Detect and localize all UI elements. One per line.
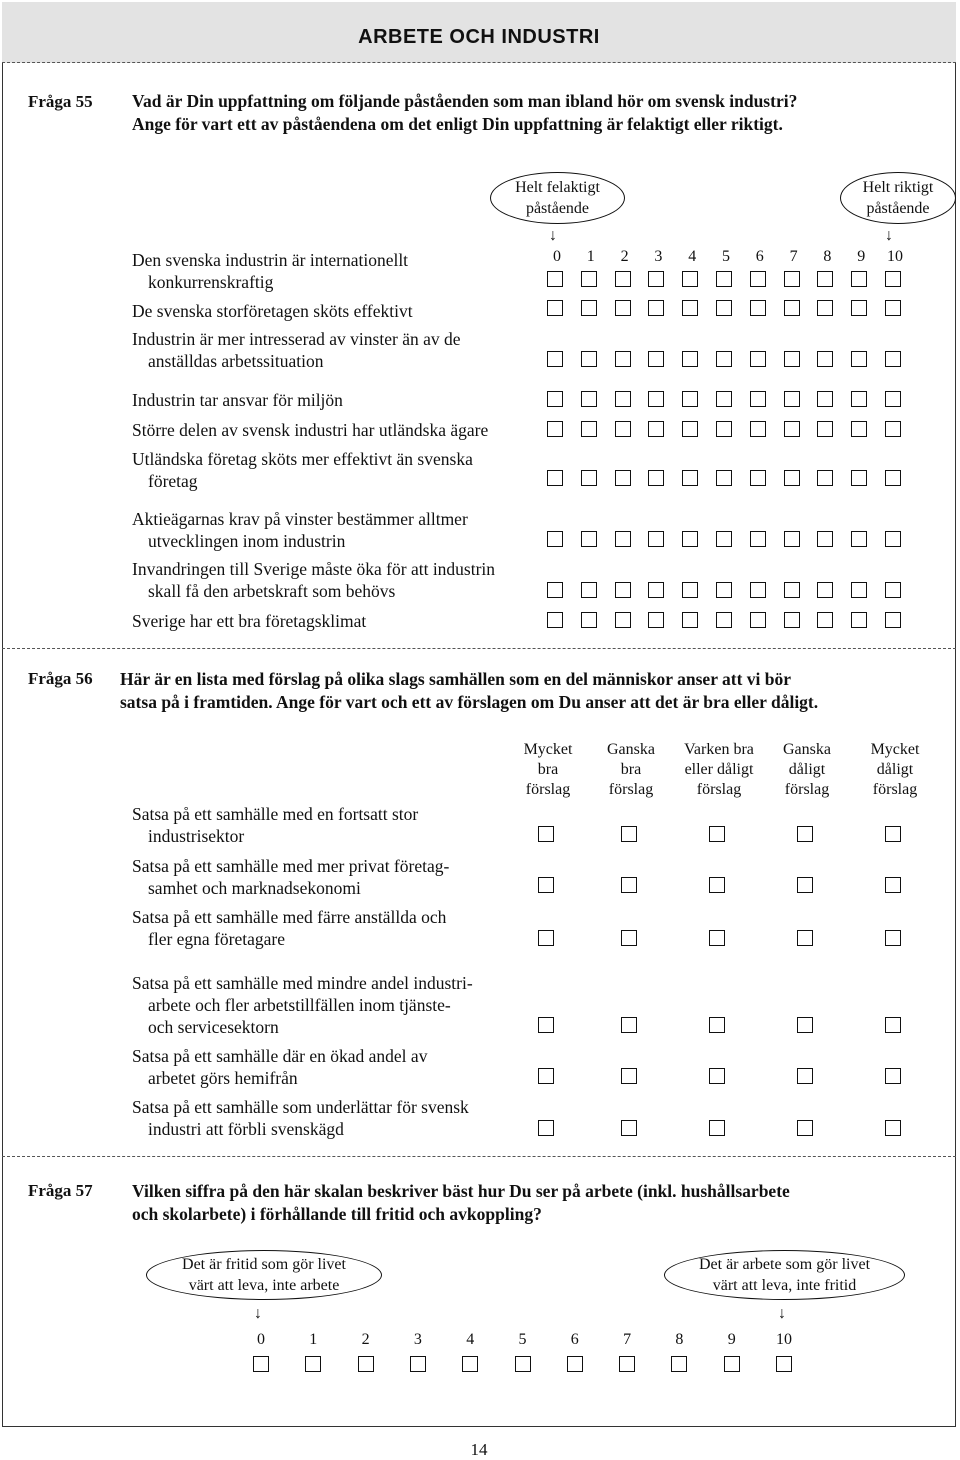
q57-scale-number: 9 — [727, 1331, 736, 1348]
q57-scale-number: 1 — [309, 1331, 318, 1348]
q55-bubble-right-line2: påstående — [866, 200, 930, 217]
q57-bubble-left-line2: värt att leva, inte arbete — [188, 1277, 340, 1294]
q57-bubble-right-line1: Det är arbete som gör livet — [698, 1256, 871, 1273]
q56-option-checkbox[interactable] — [885, 877, 901, 893]
q55-rating-checkbox[interactable] — [581, 421, 597, 437]
q55-rating-checkbox[interactable] — [547, 531, 563, 547]
q57-scale-checkbox[interactable] — [724, 1356, 740, 1372]
q56-column-header-line: förslag — [696, 781, 742, 798]
q55-scale-number: 10 — [887, 248, 903, 265]
q56-option-checkbox[interactable] — [621, 930, 637, 946]
q55-rating-checkbox[interactable] — [615, 421, 631, 437]
q56-item-line: Satsa på ett samhälle med mindre andel industri- — [132, 973, 473, 993]
q56-column-header-line: Varken bra — [684, 741, 754, 758]
q55-rating-checkbox[interactable] — [817, 612, 833, 628]
q55-rating-checkbox[interactable] — [716, 612, 732, 628]
q55-item-line: företag — [148, 471, 198, 491]
q55-rating-checkbox[interactable] — [648, 582, 664, 598]
q55-scale-number: 4 — [688, 248, 697, 265]
q56-column-header-line: bra — [620, 761, 642, 778]
q55-rating-checkbox[interactable] — [648, 391, 664, 407]
q55-rating-checkbox[interactable] — [615, 351, 631, 367]
q55-scale-number: 5 — [722, 248, 730, 265]
q56-option-checkbox[interactable] — [621, 1017, 637, 1033]
q55-rating-checkbox[interactable] — [716, 582, 732, 598]
q55-rating-checkbox[interactable] — [851, 351, 867, 367]
q56-option-checkbox[interactable] — [885, 1120, 901, 1136]
q55-rating-checkbox[interactable] — [784, 271, 800, 287]
q56-option-checkbox[interactable] — [797, 1017, 813, 1033]
q55-rating-checkbox[interactable] — [885, 531, 901, 547]
q56-column-header-line: eller dåligt — [684, 761, 754, 778]
q56-column-header-line: bra — [537, 761, 559, 778]
q56-item-line: fler egna företagare — [148, 929, 285, 949]
q55-item-line: Industrin tar ansvar för miljön — [132, 390, 343, 410]
q56-option-checkbox[interactable] — [797, 877, 813, 893]
q56-item-line: industri att förbli svenskägd — [148, 1119, 344, 1139]
q55-rating-checkbox[interactable] — [851, 300, 867, 316]
q56-item-line: samhet och marknadsekonomi — [148, 878, 361, 898]
q56-item-line: Satsa på ett samhälle där en ökad andel av — [132, 1046, 428, 1066]
q55-rating-checkbox[interactable] — [581, 300, 597, 316]
q55-rating-checkbox[interactable] — [716, 391, 732, 407]
q57-scale-number: 10 — [776, 1331, 792, 1348]
q57-bubble-right-line2: värt att leva, inte fritid — [712, 1277, 857, 1294]
q55-bubble-left-line1: Helt felaktigt — [515, 179, 600, 196]
q56-question-line1: Här är en lista med förslag på olika slags samhällen som en del människor anser att vi bör — [120, 669, 792, 689]
q55-item-line: Invandringen till Sverige måste öka för att industrin — [132, 559, 496, 579]
q55-rating-checkbox[interactable] — [851, 531, 867, 547]
q55-rating-checkbox[interactable] — [784, 470, 800, 486]
q55-rating-checkbox[interactable] — [581, 470, 597, 486]
q57-scale-number: 6 — [570, 1331, 579, 1348]
q55-item-line: Sverige har ett bra företagsklimat — [132, 611, 367, 631]
q55-bubble-left — [490, 172, 625, 224]
q57-scale-checkbox[interactable] — [462, 1356, 478, 1372]
q55-rating-checkbox[interactable] — [716, 421, 732, 437]
q57-scale-checkbox[interactable] — [567, 1356, 583, 1372]
q55-rating-checkbox[interactable] — [615, 531, 631, 547]
q55-rating-checkbox[interactable] — [682, 470, 698, 486]
q56-option-checkbox[interactable] — [709, 877, 725, 893]
q55-rating-checkbox[interactable] — [716, 470, 732, 486]
q55-rating-checkbox[interactable] — [885, 391, 901, 407]
q56-column-header-line: förslag — [525, 781, 571, 798]
q55-scale-number: 3 — [654, 248, 663, 265]
q57-bubble-right — [664, 1250, 905, 1300]
q56-column-header-line: förslag — [608, 781, 654, 798]
q57-scale-number: 4 — [466, 1331, 475, 1348]
q55-rating-checkbox[interactable] — [581, 391, 597, 407]
q55-rating-checkbox[interactable] — [885, 421, 901, 437]
q55-rating-checkbox[interactable] — [885, 470, 901, 486]
q56-option-checkbox[interactable] — [797, 930, 813, 946]
q55-rating-checkbox[interactable] — [885, 271, 901, 287]
q55-question-line1: Vad är Din uppfattning om följande påståenden som man ibland hör om svensk industri? — [132, 91, 798, 111]
q56-item-line: och servicesektorn — [148, 1017, 279, 1037]
q55-rating-checkbox[interactable] — [615, 391, 631, 407]
q55-item-line: konkurrenskraftig — [148, 272, 274, 292]
q56-item-label — [132, 1045, 427, 1089]
q56-option-checkbox[interactable] — [709, 826, 725, 842]
q55-rating-checkbox[interactable] — [581, 531, 597, 547]
q56-item-label — [132, 972, 473, 1038]
q55-item-label — [132, 610, 366, 632]
q57-scale-checkbox[interactable] — [410, 1356, 426, 1372]
q55-rating-checkbox[interactable] — [682, 612, 698, 628]
q56-column-header-line: dåligt — [788, 761, 826, 778]
q56-column-header-line: Ganska — [607, 741, 655, 758]
q55-rating-checkbox[interactable] — [581, 351, 597, 367]
q56-label: Fråga 56 — [28, 669, 93, 688]
q56-option-checkbox[interactable] — [538, 826, 554, 842]
q55-rating-checkbox[interactable] — [547, 391, 563, 407]
q57-arrow-left-icon: ↓ — [254, 1305, 262, 1322]
q55-question — [132, 90, 947, 136]
q55-rating-checkbox[interactable] — [851, 612, 867, 628]
q57-label: Fråga 57 — [28, 1181, 93, 1200]
divider-2 — [2, 1156, 956, 1157]
q56-option-checkbox[interactable] — [797, 826, 813, 842]
q55-scale-number: 7 — [789, 248, 798, 265]
q55-item-label — [132, 448, 473, 492]
q55-label: Fråga 55 — [28, 92, 93, 111]
q55-scale-number: 6 — [755, 248, 764, 265]
q56-item-label — [132, 1096, 469, 1140]
q55-arrow-right-icon: ↓ — [885, 227, 893, 244]
q55-rating-checkbox[interactable] — [885, 582, 901, 598]
q55-item-label — [132, 558, 495, 602]
q55-rating-checkbox[interactable] — [817, 391, 833, 407]
q56-item-label — [132, 855, 449, 899]
q55-rating-checkbox[interactable] — [581, 271, 597, 287]
q56-column-header-line: förslag — [872, 781, 918, 798]
q57-question — [132, 1180, 947, 1226]
q55-rating-checkbox[interactable] — [648, 531, 664, 547]
q55-rating-checkbox[interactable] — [648, 421, 664, 437]
section-title: ARBETE OCH INDUSTRI — [358, 26, 600, 48]
q55-item-label — [132, 328, 461, 372]
q55-rating-checkbox[interactable] — [682, 351, 698, 367]
q55-item-line: anställdas arbetssituation — [148, 351, 324, 371]
q56-item-line: arbetet görs hemifrån — [148, 1068, 298, 1088]
q55-rating-checkbox[interactable] — [716, 271, 732, 287]
q57-scale-checkbox[interactable] — [671, 1356, 687, 1372]
q56-option-checkbox[interactable] — [709, 1068, 725, 1084]
q55-rating-checkbox[interactable] — [615, 612, 631, 628]
q55-rating-checkbox[interactable] — [682, 531, 698, 547]
q56-column-header — [840, 740, 950, 800]
q55-rating-checkbox[interactable] — [817, 351, 833, 367]
q55-rating-checkbox[interactable] — [716, 531, 732, 547]
q56-item-line: Satsa på ett samhälle med färre anställda och — [132, 907, 447, 927]
q56-column-header-line: Mycket — [523, 741, 573, 758]
q56-option-checkbox[interactable] — [885, 930, 901, 946]
q56-option-checkbox[interactable] — [885, 826, 901, 842]
q55-rating-checkbox[interactable] — [750, 351, 766, 367]
q55-rating-checkbox[interactable] — [817, 582, 833, 598]
q55-scale-number: 0 — [553, 248, 561, 265]
q55-rating-checkbox[interactable] — [817, 300, 833, 316]
q57-scale-checkbox[interactable] — [253, 1356, 269, 1372]
q57-scale-number: 0 — [257, 1331, 265, 1348]
q55-item-line: utvecklingen inom industrin — [148, 531, 346, 551]
q55-rating-checkbox[interactable] — [750, 421, 766, 437]
q55-rating-checkbox[interactable] — [581, 582, 597, 598]
q55-rating-checkbox[interactable] — [682, 421, 698, 437]
q55-rating-checkbox[interactable] — [716, 300, 732, 316]
q57-scale-checkbox[interactable] — [515, 1356, 531, 1372]
q55-scale-number: 1 — [586, 248, 595, 265]
q57-scale-number: 8 — [675, 1331, 684, 1348]
page-number: 14 — [470, 1440, 488, 1459]
q55-rating-checkbox[interactable] — [784, 531, 800, 547]
q55-rating-checkbox[interactable] — [648, 271, 664, 287]
q55-item-line: Utländska företag sköts mer effektivt än svenska — [132, 449, 473, 469]
q55-rating-checkbox[interactable] — [750, 531, 766, 547]
q55-rating-checkbox[interactable] — [547, 300, 563, 316]
q57-bubble-left-line1: Det är fritid som gör livet — [182, 1256, 346, 1273]
q56-option-checkbox[interactable] — [709, 1120, 725, 1136]
q55-item-label — [132, 249, 408, 293]
q56-option-checkbox[interactable] — [538, 1068, 554, 1084]
q55-rating-checkbox[interactable] — [615, 470, 631, 486]
q56-option-checkbox[interactable] — [538, 1120, 554, 1136]
q56-item-line: Satsa på ett samhälle med en fortsatt stor — [132, 804, 419, 824]
q57-scale-number: 5 — [518, 1331, 527, 1348]
q55-item-line: Aktieägarnas krav på vinster bestämmer alltmer — [132, 509, 468, 529]
q55-rating-checkbox[interactable] — [851, 470, 867, 486]
q55-rating-checkbox[interactable] — [784, 391, 800, 407]
q55-rating-checkbox[interactable] — [716, 351, 732, 367]
q55-rating-checkbox[interactable] — [851, 582, 867, 598]
q55-item-line: skall få den arbetskraft som behövs — [148, 581, 396, 601]
q55-rating-checkbox[interactable] — [750, 470, 766, 486]
q55-rating-checkbox[interactable] — [885, 351, 901, 367]
q55-rating-checkbox[interactable] — [682, 300, 698, 316]
q56-option-checkbox[interactable] — [538, 1017, 554, 1033]
q55-rating-checkbox[interactable] — [750, 300, 766, 316]
q56-option-checkbox[interactable] — [885, 1068, 901, 1084]
q57-question-line1: Vilken siffra på den här skalan beskriver bäst hur Du ser på arbete (inkl. hushållsarbete — [132, 1181, 790, 1201]
q56-item-label — [132, 906, 446, 950]
q55-item-label — [132, 300, 413, 322]
q55-item-label — [132, 508, 468, 552]
q56-item-line: arbete och fler arbetstillfällen inom tjänste- — [148, 995, 451, 1015]
q55-rating-checkbox[interactable] — [750, 271, 766, 287]
q55-rating-checkbox[interactable] — [784, 582, 800, 598]
q56-item-line: Satsa på ett samhälle som underlättar för svensk — [132, 1097, 469, 1117]
q55-rating-checkbox[interactable] — [784, 300, 800, 316]
q55-rating-checkbox[interactable] — [784, 612, 800, 628]
q56-column-header-line: förslag — [784, 781, 830, 798]
q56-option-checkbox[interactable] — [709, 930, 725, 946]
q55-scale-number: 9 — [857, 248, 866, 265]
q55-rating-checkbox[interactable] — [648, 470, 664, 486]
q55-rating-checkbox[interactable] — [547, 470, 563, 486]
q57-arrow-right-icon: ↓ — [778, 1305, 786, 1322]
q56-option-checkbox[interactable] — [538, 930, 554, 946]
q56-option-checkbox[interactable] — [621, 826, 637, 842]
q55-rating-checkbox[interactable] — [885, 300, 901, 316]
q56-column-header-line: Ganska — [783, 741, 831, 758]
q55-rating-checkbox[interactable] — [648, 351, 664, 367]
q55-bubble-left-line2: påstående — [525, 200, 590, 217]
q55-rating-checkbox[interactable] — [547, 582, 563, 598]
q57-question-line2: och skolarbete) i förhållande till fritid och avkoppling? — [132, 1204, 542, 1224]
q55-rating-checkbox[interactable] — [885, 612, 901, 628]
q56-option-checkbox[interactable] — [621, 1120, 637, 1136]
q55-rating-checkbox[interactable] — [817, 271, 833, 287]
q55-item-line: Större delen av svensk industri har utländska ägare — [132, 420, 489, 440]
q55-rating-checkbox[interactable] — [817, 470, 833, 486]
q55-rating-checkbox[interactable] — [851, 391, 867, 407]
q56-column-header-line: dåligt — [876, 761, 914, 778]
q57-scale-checkbox[interactable] — [776, 1356, 792, 1372]
q55-rating-checkbox[interactable] — [547, 271, 563, 287]
q55-rating-checkbox[interactable] — [682, 271, 698, 287]
q56-item-line: Satsa på ett samhälle med mer privat företag- — [132, 856, 450, 876]
q55-rating-checkbox[interactable] — [784, 351, 800, 367]
q56-option-checkbox[interactable] — [538, 877, 554, 893]
q55-rating-checkbox[interactable] — [648, 612, 664, 628]
q55-rating-checkbox[interactable] — [547, 351, 563, 367]
q55-rating-checkbox[interactable] — [648, 300, 664, 316]
q55-rating-checkbox[interactable] — [817, 421, 833, 437]
q55-scale-number: 2 — [620, 248, 629, 265]
q55-rating-checkbox[interactable] — [851, 421, 867, 437]
q56-question-line2: satsa på i framtiden. Ange för vart och ett av förslagen om Du anser att det är bra eller dåligt. — [120, 692, 819, 712]
q56-option-checkbox[interactable] — [621, 1068, 637, 1084]
q56-question — [120, 668, 955, 714]
q55-rating-checkbox[interactable] — [750, 391, 766, 407]
q56-option-checkbox[interactable] — [885, 1017, 901, 1033]
q55-bubble-right-line1: Helt riktigt — [862, 179, 934, 196]
q55-rating-checkbox[interactable] — [817, 531, 833, 547]
q55-item-line: Den svenska industrin är internationellt — [132, 250, 409, 270]
q55-item-line: De svenska storföretagen sköts effektivt — [132, 301, 413, 321]
q55-rating-checkbox[interactable] — [851, 271, 867, 287]
q55-rating-checkbox[interactable] — [682, 391, 698, 407]
q57-scale-number: 2 — [361, 1331, 370, 1348]
q55-scale-number: 8 — [823, 248, 832, 265]
q56-option-checkbox[interactable] — [621, 877, 637, 893]
q55-bubble-right — [840, 172, 956, 224]
q56-column-header-line: Mycket — [870, 741, 920, 758]
q55-rating-checkbox[interactable] — [547, 612, 563, 628]
q55-rating-checkbox[interactable] — [682, 582, 698, 598]
q55-rating-checkbox[interactable] — [784, 421, 800, 437]
q55-arrow-left-icon: ↓ — [549, 227, 557, 244]
q55-rating-checkbox[interactable] — [750, 582, 766, 598]
q57-bubble-left — [146, 1250, 382, 1300]
q56-item-line: industrisektor — [148, 826, 245, 846]
q55-rating-checkbox[interactable] — [615, 271, 631, 287]
q55-rating-checkbox[interactable] — [547, 421, 563, 437]
q56-item-label — [132, 803, 418, 847]
q55-item-label — [132, 389, 343, 411]
q55-item-line: Industrin är mer intresserad av vinster än av de — [132, 329, 461, 349]
q55-rating-checkbox[interactable] — [750, 612, 766, 628]
q55-item-label — [132, 419, 488, 441]
q57-scale-checkbox[interactable] — [358, 1356, 374, 1372]
q56-option-checkbox[interactable] — [797, 1120, 813, 1136]
q57-scale-number: 7 — [623, 1331, 632, 1348]
q56-option-checkbox[interactable] — [797, 1068, 813, 1084]
q55-question-line2: Ange för vart ett av påståendena om det enligt Din uppfattning är felaktigt eller riktigt. — [132, 114, 783, 134]
divider-1 — [2, 648, 956, 649]
q55-rating-checkbox[interactable] — [615, 582, 631, 598]
q55-rating-checkbox[interactable] — [581, 612, 597, 628]
q57-scale-number: 3 — [413, 1331, 422, 1348]
q56-option-checkbox[interactable] — [709, 1017, 725, 1033]
q57-scale-checkbox[interactable] — [619, 1356, 635, 1372]
q57-scale-checkbox[interactable] — [305, 1356, 321, 1372]
q55-rating-checkbox[interactable] — [615, 300, 631, 316]
